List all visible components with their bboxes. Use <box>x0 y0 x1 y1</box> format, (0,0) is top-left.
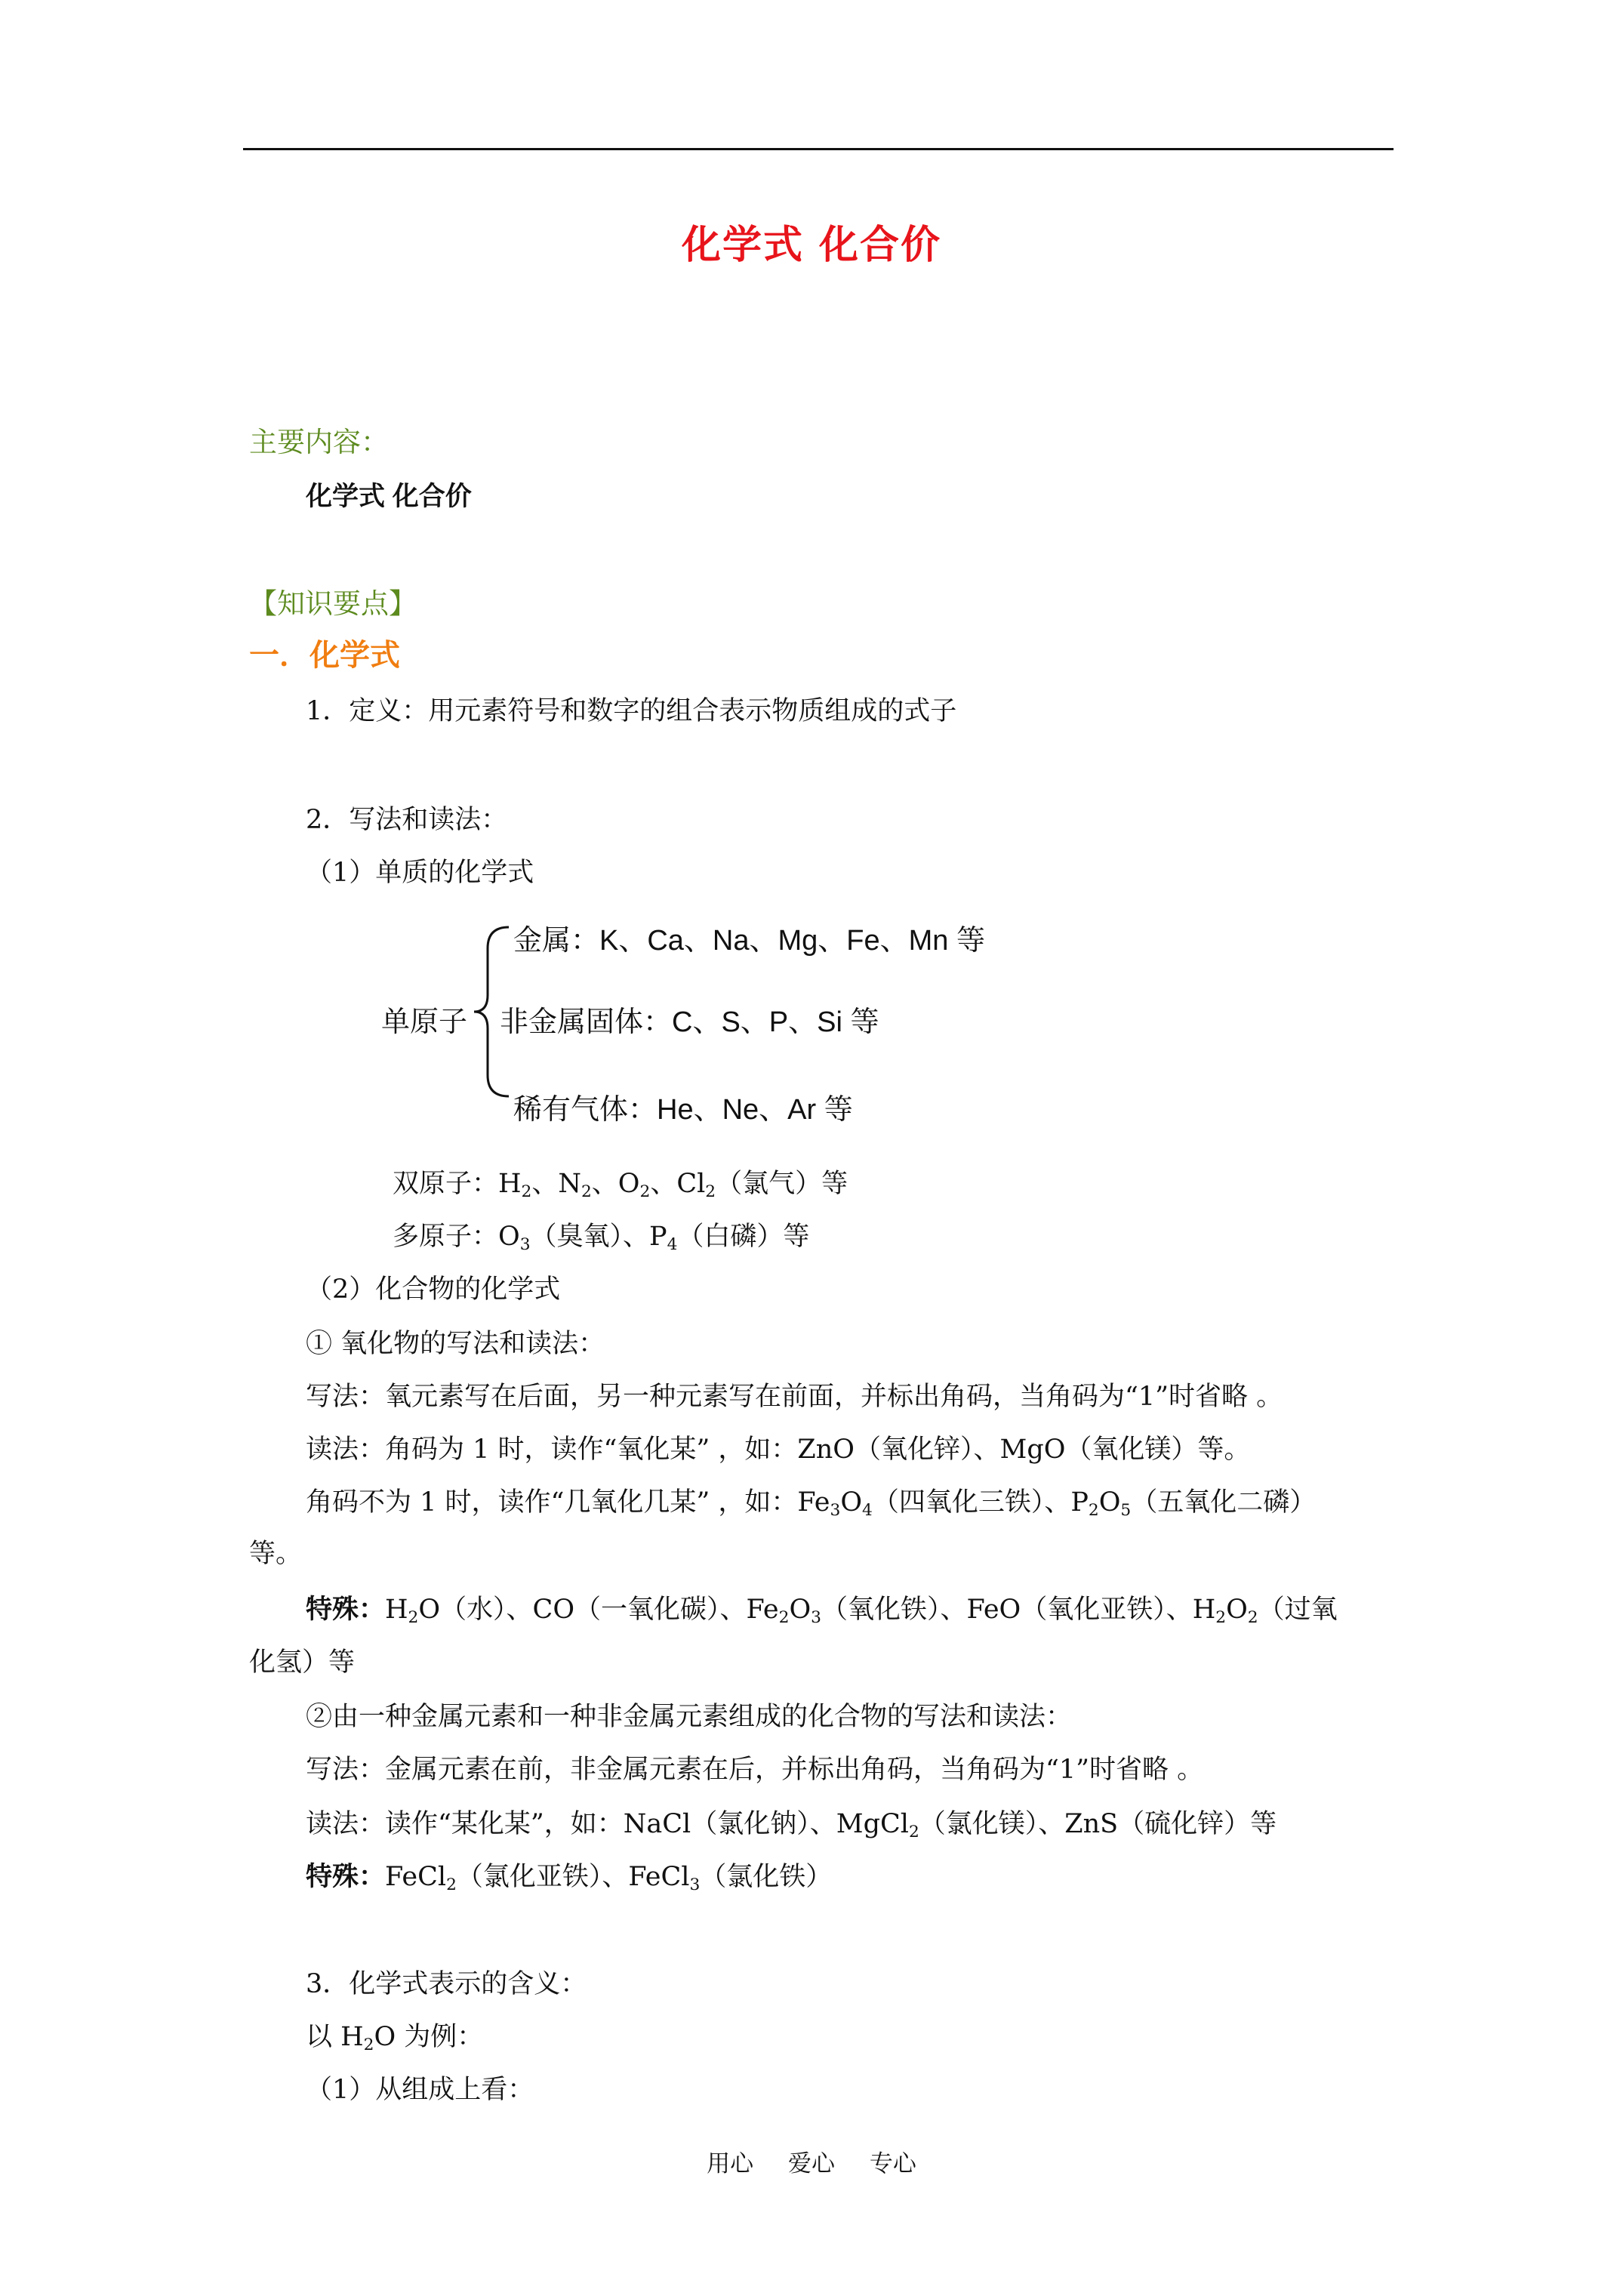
binary-heading: ②由一种金属元素和一种非金属元素组成的化合物的写法和读法： <box>306 1702 1073 1732</box>
mono-metal: 金属：K、Ca、Na、Mg、Fe、Mn 等 <box>513 925 985 957</box>
oxide-read-rule-2: 角码不为 1 时，读作“几氧化几某” ，如：$Fe_3O_4$（四氧化三铁）、$P_2O_5$（五氧化二磷） <box>306 1487 1317 1521</box>
knowledge-heading: 【知识要点】 <box>249 587 417 620</box>
oxide-heading: ① 氧化物的写法和读法： <box>306 1329 605 1359</box>
header-rule <box>243 148 1394 150</box>
main-content-text: 化学式 化合价 <box>306 482 472 511</box>
write-read-heading: 2．写法和读法： <box>306 805 508 835</box>
oxide-read-rule: 读法：角码为 1 时，读作“氧化某” ，如：ZnO（氧化锌）、MgO（氧化镁）等。 <box>306 1435 1251 1465</box>
page-title: 化学式 化合价 <box>681 223 942 268</box>
meaning-heading: 3．化学式表示的含义： <box>306 1969 587 1999</box>
oxide-write-rule: 写法：氧元素写在后面，另一种元素写在前面，并标出角码，当角码为“1”时省略 。 <box>306 1382 1283 1412</box>
mono-gas: 稀有气体：He、Ne、Ar 等 <box>513 1094 853 1126</box>
special-label-2: 特殊： <box>306 1861 386 1892</box>
oxide-special-tail: 化氢）等 <box>249 1647 356 1678</box>
footer-text-3: 专心 <box>869 2150 916 2177</box>
elements-heading: （1）单质的化学式 <box>306 858 534 888</box>
mono-nonmetal: 非金属固体：C、S、P、Si 等 <box>500 1006 879 1038</box>
main-content-heading: 主要内容： <box>249 426 389 458</box>
special-label: 特殊： <box>306 1594 386 1625</box>
binary-write-rule: 写法：金属元素在前，非金属元素在后，并标出角码，当角码为“1”时省略 。 <box>306 1755 1204 1785</box>
page-footer <box>0 2144 1623 2178</box>
oxide-read-tail: 等。 <box>249 1539 303 1569</box>
oxide-special-line: 特殊：$H_2O$（水）、CO（一氧化碳）、$Fe_2O_3$（氧化铁）、FeO（氧化亚铁）、$H_2O_2$（过氧 <box>306 1594 1338 1628</box>
definition-line: 1．定义：用元素符号和数字的组合表示物质组成的式子 <box>306 696 957 726</box>
binary-special-line: 特殊：FeCl$_2$（氯化亚铁）、FeCl$_3$（氯化铁） <box>306 1861 833 1895</box>
example-line: 以 $H_2O$ 为例： <box>306 2022 484 2055</box>
diatomic-line: 双原子：$H_2$、$N_2$、$O_2$、$Cl_2$（氯气）等 <box>393 1169 848 1202</box>
compounds-heading: （2）化合物的化学式 <box>306 1274 561 1305</box>
binary-read-rule: 读法：读作“某化某”，如：NaCl（氯化钠）、MgCl$_2$（氯化镁）、ZnS（硫化锌）等 <box>306 1809 1277 1842</box>
footer-text-1: 用心 <box>707 2150 754 2177</box>
polyatomic-line: 多原子：$O_3$（臭氧）、$P_4$（白磷）等 <box>393 1222 810 1255</box>
section-heading-1: 一．化学式 <box>249 638 400 673</box>
composition-heading: （1）从组成上看： <box>306 2075 534 2105</box>
monoatomic-label: 单原子 <box>381 1006 468 1038</box>
footer-text-2: 爱心 <box>788 2150 835 2177</box>
